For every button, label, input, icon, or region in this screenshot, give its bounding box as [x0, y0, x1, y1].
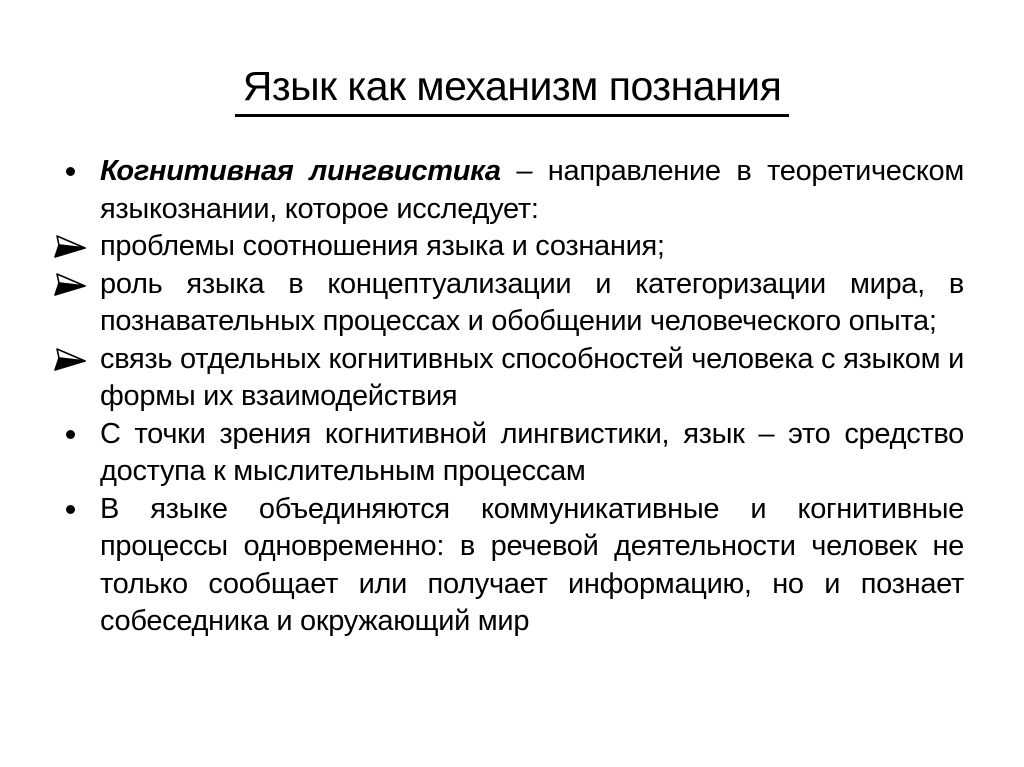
- bullet-item: [52, 416, 964, 491]
- arrow-bullet-icon: [54, 235, 88, 259]
- bullet-item: [52, 491, 964, 641]
- circle-bullet-icon: [66, 167, 75, 176]
- slide-body: [0, 153, 1024, 641]
- marker-cell: [52, 341, 100, 372]
- bullet-item: [52, 228, 964, 266]
- circle-bullet-icon: [66, 505, 75, 514]
- bullet-text: проблемы соотношения языка и сознания;: [100, 230, 665, 263]
- bullet-text: связь отдельных когнитивных способностей человека с языком и формы их взаимодействия: [100, 342, 964, 413]
- marker-cell: [52, 266, 100, 297]
- marker-cell: [52, 153, 100, 176]
- arrow-bullet-icon: [54, 273, 88, 297]
- marker-cell: [52, 491, 100, 514]
- bullet-rest: – направление в теоретическом языкознании, которое исследует:: [100, 155, 964, 225]
- marker-cell: [52, 416, 100, 439]
- bullet-text: [100, 153, 964, 228]
- bullet-item: [52, 153, 964, 228]
- bullet-lead-term: Когнитивная лингвистика: [100, 155, 501, 188]
- circle-bullet-icon: [66, 430, 75, 439]
- bullet-text: С точки зрения когнитивной лингвистики, язык – это средство доступа к мыслительным процессам: [100, 417, 964, 488]
- bullet-item: [52, 341, 964, 416]
- bullet-text: В языке объединяются коммуникативные и когнитивные процессы одновременно: в речевой деятельности человек не только сообщает или получает информацию, но и познает собеседника и окружающий мир: [100, 492, 964, 638]
- marker-cell: [52, 228, 100, 259]
- bullet-item: [52, 266, 964, 341]
- bullet-text: роль языка в концептуализации и категоризации мира, в познавательных процессах и обобщении человеческого опыта;: [100, 267, 964, 338]
- slide-title: Язык как механизм познания: [235, 64, 790, 117]
- title-area: [0, 0, 1024, 117]
- arrow-bullet-icon: [54, 348, 88, 372]
